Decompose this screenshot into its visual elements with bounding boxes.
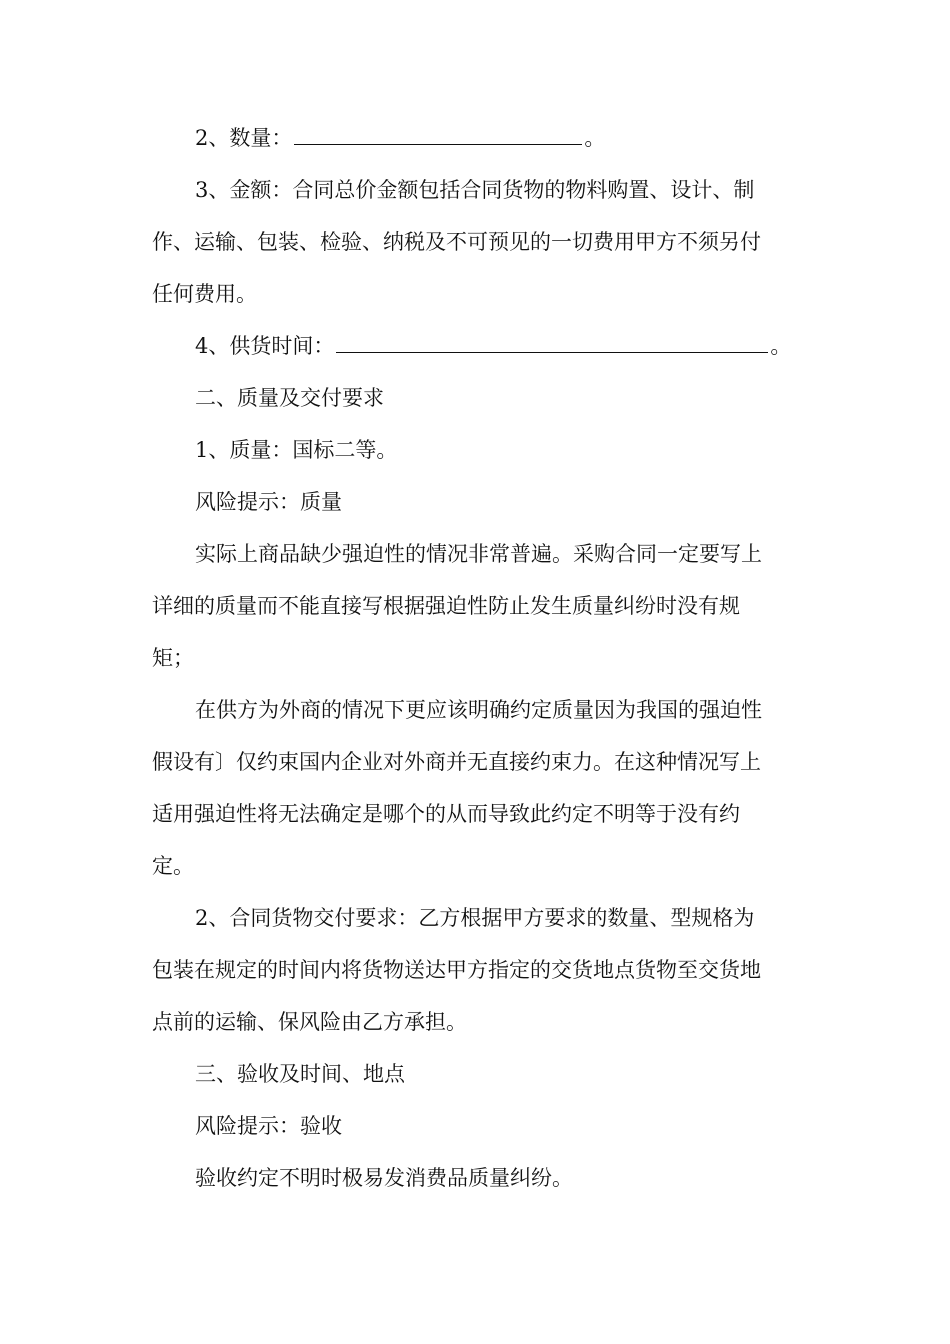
quality-paragraph-1-line-1: 实际上商品缺少强迫性的情况非常普遍。采购合同一定要写上 [195,542,762,566]
risk-note-acceptance: 风险提示：验收 [195,1114,342,1138]
delivery-requirements-line-3: 点前的运输、保风险由乙方承担。 [152,1010,467,1034]
delivery-time-blank [336,332,768,353]
delivery-requirements-line-1: 2、合同货物交付要求：乙方根据甲方要求的数量、型规格为 [195,906,755,930]
amount-line-2: 作、运输、包装、检验、纳税及不可预见的一切费用甲方不须另付 [152,230,761,254]
quantity-blank [294,124,582,145]
amount-line-1: 3、金额：合同总价金额包括合同货物的物料购置、设计、制 [195,178,755,202]
section-heading-quality: 二、质量及交付要求 [195,386,384,410]
quality-paragraph-2-line-4: 定。 [152,854,194,878]
quantity-label: 2、数量： [195,126,293,150]
quality-paragraph-2-line-3: 适用强迫性将无法确定是哪个的从而导致此约定不明等于没有约 [152,802,740,826]
amount-line-3: 任何费用。 [152,282,257,306]
acceptance-paragraph: 验收约定不明时极易发消费品质量纠纷。 [195,1166,573,1190]
quality-line: 1、质量：国标二等。 [195,438,398,462]
risk-note-quality: 风险提示：质量 [195,490,342,514]
delivery-time-end: 。 [770,334,792,358]
quantity-end: 。 [584,126,606,150]
delivery-requirements-line-2: 包装在规定的时间内将货物送达甲方指定的交货地点货物至交货地 [152,958,761,982]
quality-paragraph-2-line-1: 在供方为外商的情况下更应该明确约定质量因为我国的强迫性 [195,698,762,722]
quantity-line [195,122,605,154]
quality-paragraph-2-line-2: 假设有〕仅约束国内企业对外商并无直接约束力。在这种情况写上 [152,750,761,774]
delivery-time-label: 4、供货时间： [195,334,335,358]
section-heading-acceptance: 三、验收及时间、地点 [195,1062,405,1086]
quality-paragraph-1-line-2: 详细的质量而不能直接写根据强迫性防止发生质量纠纷时没有规 [152,594,740,618]
delivery-time-line [195,330,791,362]
quality-paragraph-1-line-3: 矩； [152,646,194,670]
